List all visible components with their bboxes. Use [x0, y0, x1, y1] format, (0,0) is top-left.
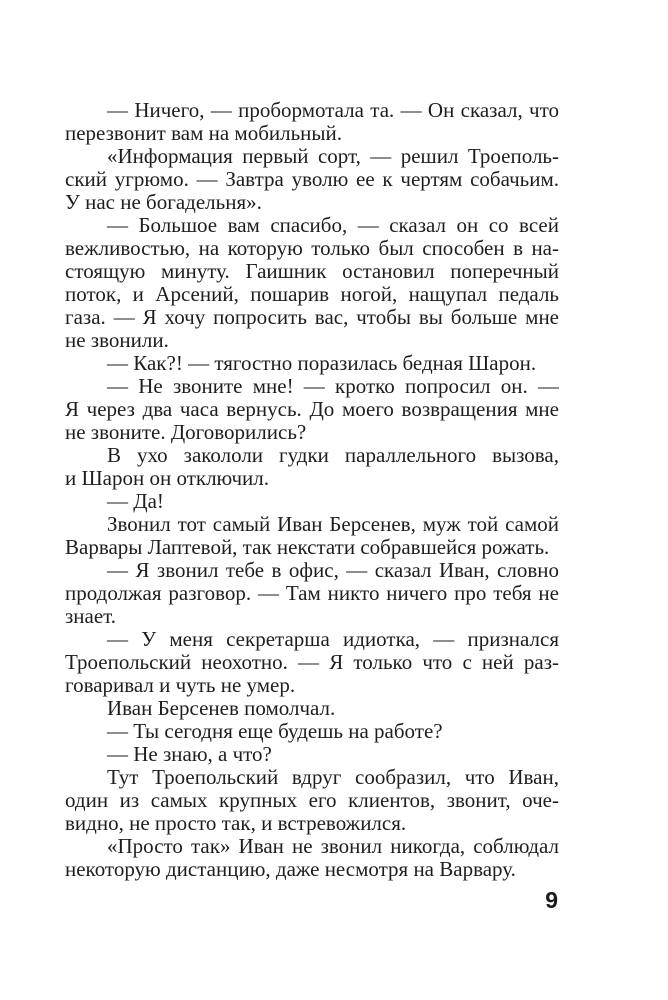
text-line: один из самых крупных его клиентов, звонит, оче- — [65, 789, 559, 812]
text-line: У нас не богадельня». — [65, 191, 262, 214]
text-line: Варвары Лаптевой, так некстати собравшейся рожать. — [65, 536, 550, 559]
text-line: Я через два часа вернусь. До моего возвращения мне — [65, 398, 559, 421]
text-line: перезвонит вам на мобильный. — [65, 122, 343, 145]
paragraph — [65, 835, 559, 881]
text-line: — Ничего, — пробормотала та. — Он сказал, что — [107, 99, 559, 122]
paragraph — [65, 99, 559, 145]
paragraph — [65, 697, 559, 720]
paragraph — [65, 513, 559, 559]
text-line: Иван Берсенев помолчал. — [107, 697, 336, 720]
text-line: не звоните. Договорились? — [65, 421, 307, 444]
paragraph — [65, 444, 559, 490]
text-line: не звонили. — [65, 329, 169, 352]
text-line: — У меня секретарша идиотка, — признался — [107, 628, 559, 651]
text-line: поток, и Арсений, пошарив ногой, нащупал педаль — [65, 283, 559, 306]
paragraph — [65, 375, 559, 444]
text-line: и Шарон он отключил. — [65, 467, 269, 490]
paragraph — [65, 628, 559, 697]
text-line: — Ты сегодня еще будешь на работе? — [107, 720, 443, 743]
text-line: продолжая разговор. — Там никто ничего про тебя не — [65, 582, 559, 605]
text-line: вежливостью, на которую только был способен в на- — [65, 237, 559, 260]
text-line: некоторую дистанцию, даже несмотря на Варвару. — [65, 858, 516, 881]
paragraph — [65, 720, 559, 743]
text-line: «Просто так» Иван не звонил никогда, соблюдал — [107, 835, 559, 858]
text-line: знает. — [65, 605, 117, 628]
text-line: «Информация первый сорт, — решил Троеполь- — [107, 145, 559, 168]
text-block — [65, 99, 559, 881]
paragraph — [65, 490, 559, 513]
text-line: — Я звонил тебе в офис, — сказал Иван, словно — [107, 559, 559, 582]
page-number: 9 — [545, 887, 558, 913]
paragraph — [65, 214, 559, 352]
text-line: — Как?! — тягостно поразилась бедная Шарон. — [107, 352, 537, 375]
text-line: Троепольский неохотно. — Я только что с ней раз- — [65, 651, 559, 674]
text-line: — Большое вам спасибо, — сказал он со всей — [107, 214, 559, 237]
paragraph — [65, 145, 559, 214]
text-line: В ухо закололи гудки параллельного вызова, — [107, 444, 559, 467]
text-line: ский угрюмо. — Завтра уволю ее к чертям собачьим. — [65, 168, 559, 191]
paragraph — [65, 559, 559, 628]
text-line: — Не знаю, а что? — [107, 743, 272, 766]
text-line: — Не звоните мне! — кротко попросил он. — — [107, 375, 559, 398]
text-line: стоящую минуту. Гаишник остановил поперечный — [65, 260, 559, 283]
paragraph — [65, 352, 559, 375]
text-line: говаривал и чуть не умер. — [65, 674, 296, 697]
paragraph — [65, 743, 559, 766]
text-line: — Да! — [107, 490, 164, 513]
text-line: Тут Троепольский вдруг сообразил, что Иван, — [107, 766, 559, 789]
text-line: газа. — Я хочу попросить вас, чтобы вы больше мне — [65, 306, 559, 329]
paragraph — [65, 766, 559, 835]
text-line: Звонил тот самый Иван Берсенев, муж той самой — [107, 513, 559, 536]
text-line: видно, не просто так, и встревожился. — [65, 812, 407, 835]
